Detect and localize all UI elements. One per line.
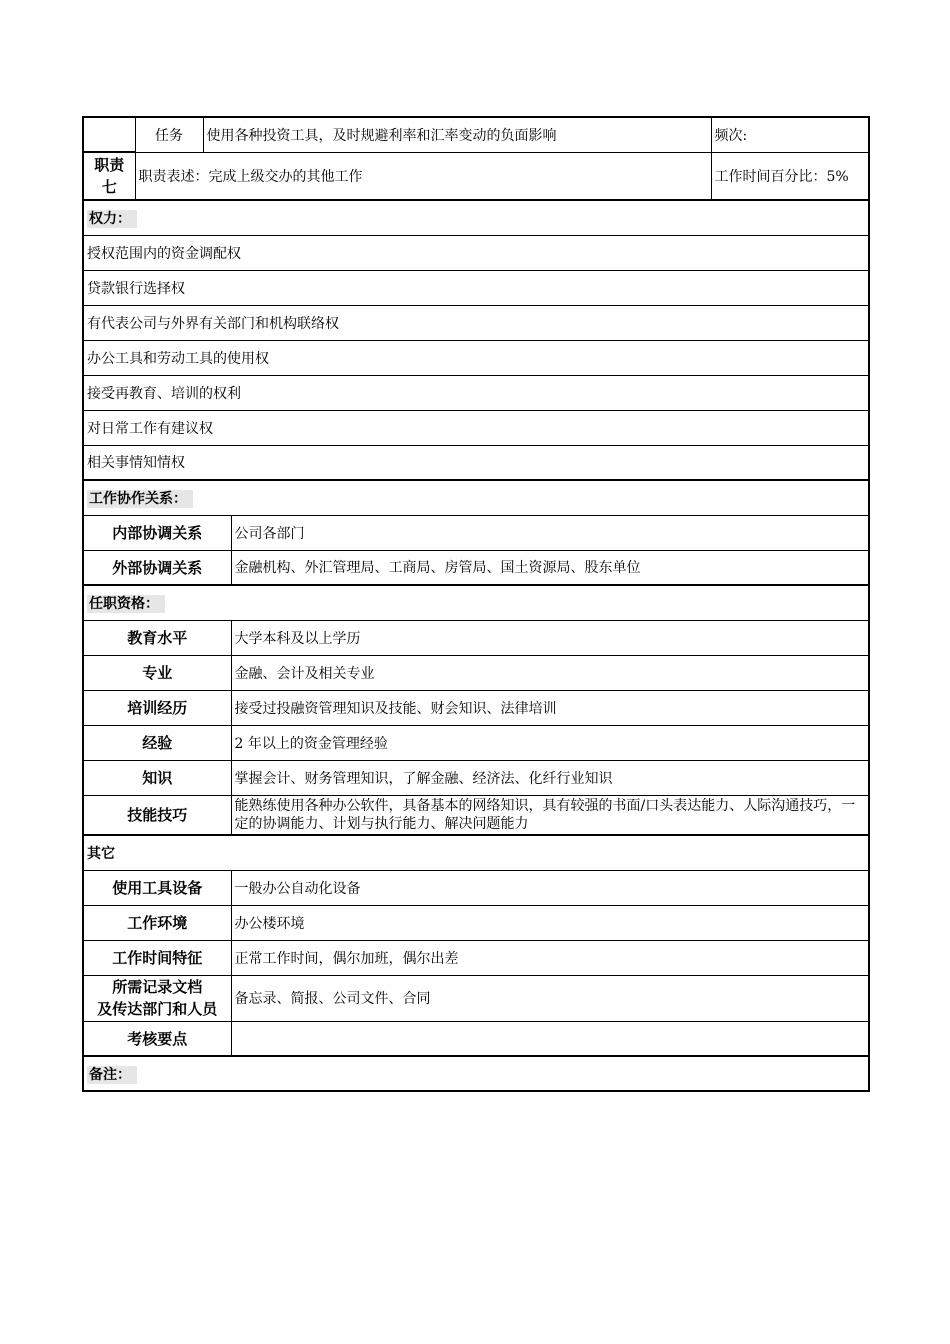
cooperation-header-row	[83, 480, 869, 515]
remarks-row	[83, 1056, 869, 1091]
other-row	[83, 905, 869, 940]
remarks-header	[83, 1056, 869, 1091]
other-row	[83, 975, 869, 1021]
rights-item: 相关事情知情权	[83, 445, 869, 480]
qualification-value: 掌握会计、财务管理知识，了解金融、经济法、化纤行业知识	[231, 760, 869, 795]
cooperation-value: 金融机构、外汇管理局、工商局、房管局、国土资源局、股东单位	[231, 550, 869, 585]
task-text: 使用各种投资工具，及时规避利率和汇率变动的负面影响	[203, 117, 711, 152]
other-header-row	[83, 835, 869, 870]
rights-item-row	[83, 445, 869, 480]
task-row	[83, 117, 869, 152]
rights-item-row	[83, 410, 869, 445]
other-label: 考核要点	[83, 1021, 231, 1056]
rights-item: 对日常工作有建议权	[83, 410, 869, 445]
qualification-label: 经验	[83, 725, 231, 760]
duty-seven-description: 职责表述：完成上级交办的其他工作	[135, 152, 711, 200]
cooperation-header-label: 工作协作关系：	[87, 490, 193, 508]
other-value: 正常工作时间，偶尔加班，偶尔出差	[231, 940, 869, 975]
qualification-label: 培训经历	[83, 690, 231, 725]
rights-item: 授权范围内的资金调配权	[83, 235, 869, 270]
qualification-value: 2 年以上的资金管理经验	[231, 725, 869, 760]
qualification-row	[83, 690, 869, 725]
other-value: 一般办公自动化设备	[231, 870, 869, 905]
qualification-row	[83, 795, 869, 835]
duty-seven-title	[83, 152, 135, 200]
qualification-label: 教育水平	[83, 620, 231, 655]
other-label-line2: 及传达部门和人员	[97, 1000, 218, 1018]
cooperation-row	[83, 550, 869, 585]
qualification-row	[83, 655, 869, 690]
rights-item: 办公工具和劳动工具的使用权	[83, 340, 869, 375]
qualification-value: 金融、会计及相关专业	[231, 655, 869, 690]
rights-header	[83, 200, 869, 235]
cooperation-label: 外部协调关系	[83, 550, 231, 585]
duty-seven-title-line2: 七	[101, 178, 117, 196]
task-label: 任务	[135, 117, 203, 152]
rights-item: 贷款银行选择权	[83, 270, 869, 305]
task-empty-cell	[83, 117, 135, 152]
rights-header-row	[83, 200, 869, 235]
other-label-documents	[83, 975, 231, 1021]
qualification-row	[83, 760, 869, 795]
other-label-line1: 所需记录文档	[112, 978, 203, 996]
task-frequency: 频次:	[711, 117, 869, 152]
cooperation-header	[83, 480, 869, 515]
qualification-header-label: 任职资格：	[87, 595, 165, 613]
cooperation-value: 公司各部门	[231, 515, 869, 550]
other-value	[231, 1021, 869, 1056]
qualification-value: 接受过投融资管理知识及技能、财会知识、法律培训	[231, 690, 869, 725]
job-description-table	[82, 116, 870, 1092]
rights-item-row	[83, 305, 869, 340]
rights-item-row	[83, 340, 869, 375]
other-label: 工作时间特征	[83, 940, 231, 975]
other-row	[83, 1021, 869, 1056]
rights-header-label: 权力：	[87, 210, 137, 228]
other-label: 使用工具设备	[83, 870, 231, 905]
qualification-value: 能熟练使用各种办公软件，具备基本的网络知识，具有较强的书面/口头表达能力、人际沟通技巧，一定的协调能力、计划与执行能力、解决问题能力	[231, 795, 869, 835]
other-row	[83, 940, 869, 975]
duty-seven-title-line1: 职责	[94, 156, 125, 174]
other-label: 工作环境	[83, 905, 231, 940]
qualification-label: 技能技巧	[83, 795, 231, 835]
cooperation-row	[83, 515, 869, 550]
duty-seven-percentage: 工作时间百分比：5%	[711, 152, 869, 200]
rights-item: 接受再教育、培训的权利	[83, 375, 869, 410]
qualification-header	[83, 585, 869, 620]
remarks-header-label: 备注：	[87, 1066, 137, 1084]
duty-seven-row	[83, 152, 869, 200]
other-header: 其它	[83, 835, 869, 870]
rights-item-row	[83, 270, 869, 305]
qualification-value: 大学本科及以上学历	[231, 620, 869, 655]
other-value: 备忘录、简报、公司文件、合同	[231, 975, 869, 1021]
job-description-document	[82, 116, 868, 1092]
qualification-label: 知识	[83, 760, 231, 795]
qualification-row	[83, 725, 869, 760]
other-value: 办公楼环境	[231, 905, 869, 940]
other-row	[83, 870, 869, 905]
rights-item-row	[83, 235, 869, 270]
qualification-header-row	[83, 585, 869, 620]
qualification-label: 专业	[83, 655, 231, 690]
cooperation-label: 内部协调关系	[83, 515, 231, 550]
rights-item: 有代表公司与外界有关部门和机构联络权	[83, 305, 869, 340]
qualification-row	[83, 620, 869, 655]
rights-item-row	[83, 375, 869, 410]
